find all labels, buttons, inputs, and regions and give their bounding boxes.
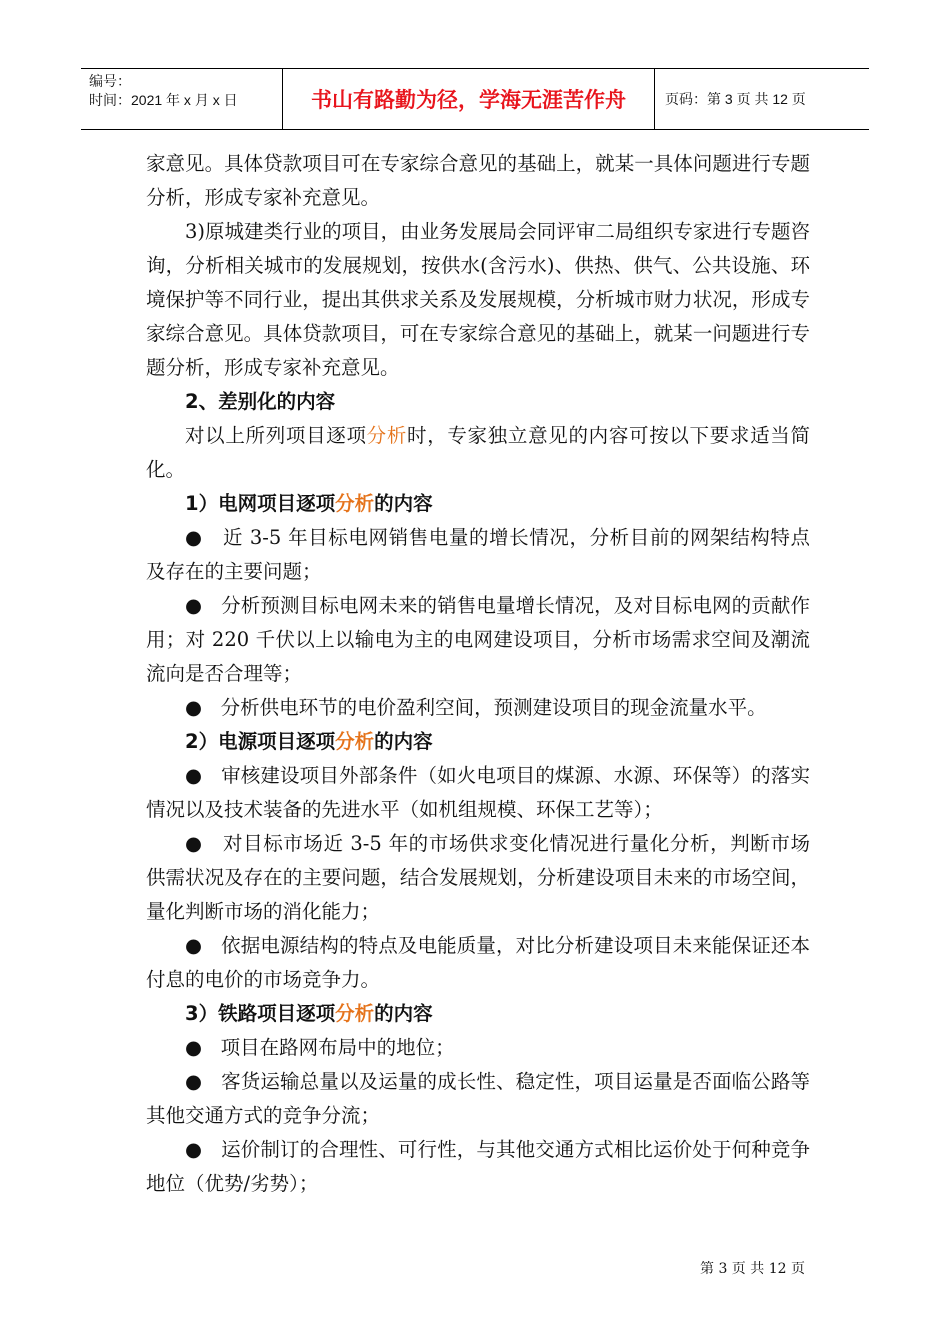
bullet-item: ● 客货运输总量以及运量的成长性、稳定性，项目运量是否面临公路等其他交通方式的竞争分流； xyxy=(146,1070,810,1127)
header-motto: 书山有路勤为径，学海无涯苦作舟 xyxy=(282,69,655,129)
subsection-heading: 3）铁路项目逐项分析的内容 xyxy=(185,1002,433,1025)
page-header xyxy=(81,68,869,130)
bullet-item: ● 运价制订的合理性、可行性，与其他交通方式相比运价处于何种竞争地位（优势/劣势）； xyxy=(146,1138,810,1195)
bullet-icon: ● xyxy=(185,696,203,719)
bullet-icon: ● xyxy=(185,832,203,855)
bullet-icon: ● xyxy=(185,1138,203,1161)
bullet-item: ● 分析供电环节的电价盈利空间，预测建设项目的现金流量水平。 xyxy=(185,696,767,719)
bullet-item: ● 对目标市场近 3-5 年的市场供求变化情况进行量化分析，判断市场供需状况及存在的主要问题，结合发展规划，分析建设项目未来的市场空间，量化判断市场的消化能力； xyxy=(146,832,810,923)
header-page-number: 页码：第 3 页 共 12 页 xyxy=(665,91,806,107)
subsection-heading: 2）电源项目逐项分析的内容 xyxy=(185,730,433,753)
subsection-heading: 1）电网项目逐项分析的内容 xyxy=(185,492,433,515)
paragraph: 3)原城建类行业的项目，由业务发展局会同评审二局组织专家进行专题咨询，分析相关城市的发展规划，按供水(含污水)、供热、供气、公共设施、环境保护等不同行业，提出其供求关系及发展规模，分析城市财力状况，形成专家综合意见。具体贷款项目，可在专家综合意见的基础上，就某一问题进行专题分析，形成专家补充意见。 xyxy=(146,220,810,379)
time-label: 时间：2021 年 x 月 x 日 xyxy=(89,92,238,108)
bullet-item: ● 近 3-5 年目标电网销售电量的增长情况，分析目前的网架结构特点及存在的主要问题； xyxy=(146,526,810,583)
paragraph: 家意见。具体贷款项目可在专家综合意见的基础上，就某一具体问题进行专题分析，形成专家补充意见。 xyxy=(146,152,810,209)
bullet-item: ● 分析预测目标电网未来的销售电量增长情况，及对目标电网的贡献作用；对 220 千伏以上以输电为主的电网建设项目，分析市场需求空间及潮流流向是否合理等； xyxy=(146,594,810,685)
bullet-icon: ● xyxy=(185,934,203,957)
bullet-icon: ● xyxy=(185,526,203,549)
highlight-text: 分析 xyxy=(366,424,408,447)
bullet-icon: ● xyxy=(185,1070,203,1093)
bullet-item: ● 审核建设项目外部条件（如火电项目的煤源、水源、环保等）的落实情况以及技术装备的先进水平（如机组规模、环保工艺等）； xyxy=(146,764,810,821)
bullet-icon: ● xyxy=(185,1036,203,1059)
section-heading: 2、差别化的内容 xyxy=(185,390,336,413)
paragraph: 对以上所列项目逐项分析时，专家独立意见的内容可按以下要求适当简化。 xyxy=(146,424,810,481)
page-footer: 第 3 页 共 12 页 xyxy=(700,1261,805,1277)
bullet-item: ● 项目在路网布局中的地位； xyxy=(185,1036,455,1059)
header-meta xyxy=(81,69,282,129)
bullet-icon: ● xyxy=(185,594,203,617)
bullet-item: ● 依据电源结构的特点及电能质量，对比分析建设项目未来能保证还本付息的电价的市场竞争力。 xyxy=(146,934,810,991)
bullet-icon: ● xyxy=(185,764,203,787)
code-label: 编号： xyxy=(89,73,131,89)
document-body xyxy=(146,147,810,1201)
